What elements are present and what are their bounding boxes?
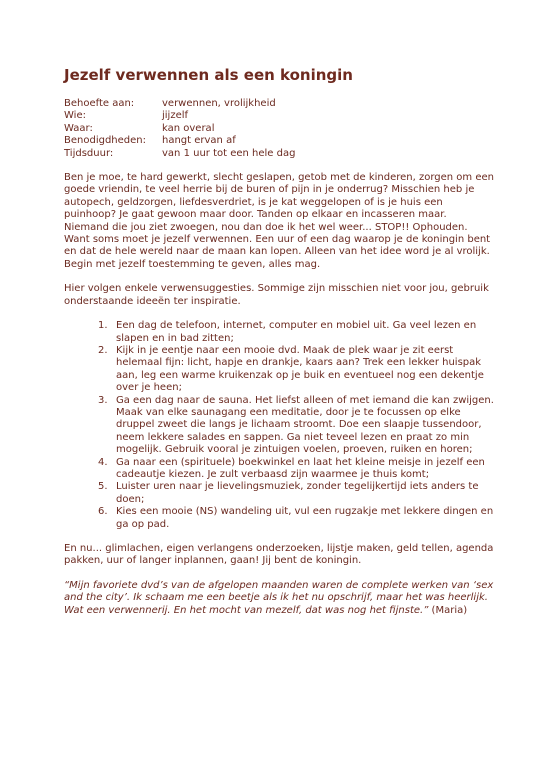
list-number: 3.: [98, 394, 108, 406]
suggestions-intro: Hier volgen enkele verwensuggesties. Sommige zijn misschien niet voor jou, gebruik onderstaande ideeën ter inspiratie.: [64, 283, 489, 307]
list-number: 5.: [98, 481, 108, 493]
quote-text: “Mijn favoriete dvd’s van de afgelopen maanden waren de complete werken van ‘sex and the city’. Ik schaam me een beetje als ik het nu opschrijf, maar het was heerlijk. Wat een verwennerij. En het mocht van mezelf, dat was nog het fijnste.”: [64, 579, 494, 616]
list-text: Kies een mooie (NS) wandeling uit, vul een rugzakje met lekkere dingen en ga op pad.: [116, 506, 494, 530]
meta-label: Behoefte aan:: [64, 98, 135, 109]
list-item: [64, 457, 494, 482]
meta-value: verwennen, vrolijkheid: [162, 98, 276, 109]
meta-label: Waar:: [64, 122, 93, 134]
list-number: 1.: [98, 320, 108, 332]
list-item: [64, 345, 494, 395]
list-text: Kijk in je eentje naar een mooie dvd. Maak de plek waar je zit eerst helemaal fijn: licht, hapje en drankje, kaars aan? Trek een lekker huispak aan, leg een warme kruikenzak op je buik en eventueel nog een dekentje over je heen;: [116, 344, 484, 394]
outro-paragraph: En nu... glimlachen, eigen verlangens onderzoeken, lijstje maken, geld tellen, agenda pakken, uur of langer inplannen, gaan! Jij bent de koningin.: [64, 543, 494, 567]
list-item: [64, 395, 494, 457]
meta-value: kan overal: [162, 122, 215, 134]
page-title: Jezelf verwennen als een koningin: [64, 66, 353, 84]
list-item: [64, 481, 494, 506]
meta-value: hangt ervan af: [162, 135, 236, 147]
list-number: 4.: [98, 456, 108, 468]
list-number: 6.: [98, 506, 108, 518]
document-page: [64, 66, 494, 617]
intro-text-1: Ben je moe, te hard gewerkt, slecht geslapen, getob met de kinderen, zorgen om een goede vriendin, te veel herrie bij de buren of pijn in je onderrug? Misschien heb je autopech, geldzorgen, liefdesverdriet, is je kat weggelopen of is je huis een puinhoop? Je gaat gewoon maar door. Tanden op elkaar en incasseren maar. Niemand die jou ziet zwoegen, nou dan doe ik het wel weer... STOP!! Ophouden.: [64, 172, 494, 233]
meta-row-behoefte: [64, 98, 494, 110]
meta-value: jijzelf: [162, 110, 189, 122]
suggestions-list: [64, 320, 494, 531]
meta-row-tijdsduur: [64, 148, 494, 160]
list-text: Een dag de telefoon, internet, computer en mobiel uit. Ga veel lezen en slapen en in bad zitten;: [116, 320, 477, 344]
meta-value: van 1 uur tot een hele dag: [162, 147, 296, 159]
meta-row-waar: [64, 123, 494, 135]
list-text: Luister uren naar je lievelingsmuziek, zonder tegelijkertijd iets anders te doen;: [116, 481, 479, 505]
quote-paragraph: [64, 580, 494, 617]
meta-table: [64, 98, 494, 160]
list-item: [64, 320, 494, 345]
meta-label: Tijdsduur:: [64, 147, 114, 159]
meta-label: Wie:: [64, 110, 86, 122]
intro-paragraph: [64, 172, 494, 271]
meta-label: Benodigdheden:: [64, 135, 146, 147]
quote-author: (Maria): [428, 604, 468, 616]
intro-text-2: Want soms moet je jezelf verwennen. Een uur of een dag waarop je de koningin bent en dat de hele wereld naar de maan kan lopen. Alleen van het idee word je al vrolijk. Begin met jezelf toestemming te geven, alles mag.: [64, 234, 491, 270]
list-text: Ga een dag naar de sauna. Het liefst alleen of met iemand die kan zwijgen. Maak van elke saunagang een meditatie, door je te focussen op elke druppel zweet die langs je lichaam stroomt. Doe een slaapje tussendoor, neem lekkere salades en sappen. Ga niet teveel lezen en praat zo min mogelijk. Gebruik vooral je zintuigen voelen, proeven, ruiken en horen;: [116, 394, 494, 456]
list-text: Ga naar een (spirituele) boekwinkel en laat het kleine meisje in jezelf een cadeautje kiezen. Je zult verbaasd zijn waarmee je thuis komt;: [116, 456, 485, 480]
meta-row-wie: [64, 110, 494, 122]
list-item: [64, 506, 494, 531]
list-number: 2.: [98, 344, 108, 356]
meta-row-benodigdheden: [64, 135, 494, 147]
